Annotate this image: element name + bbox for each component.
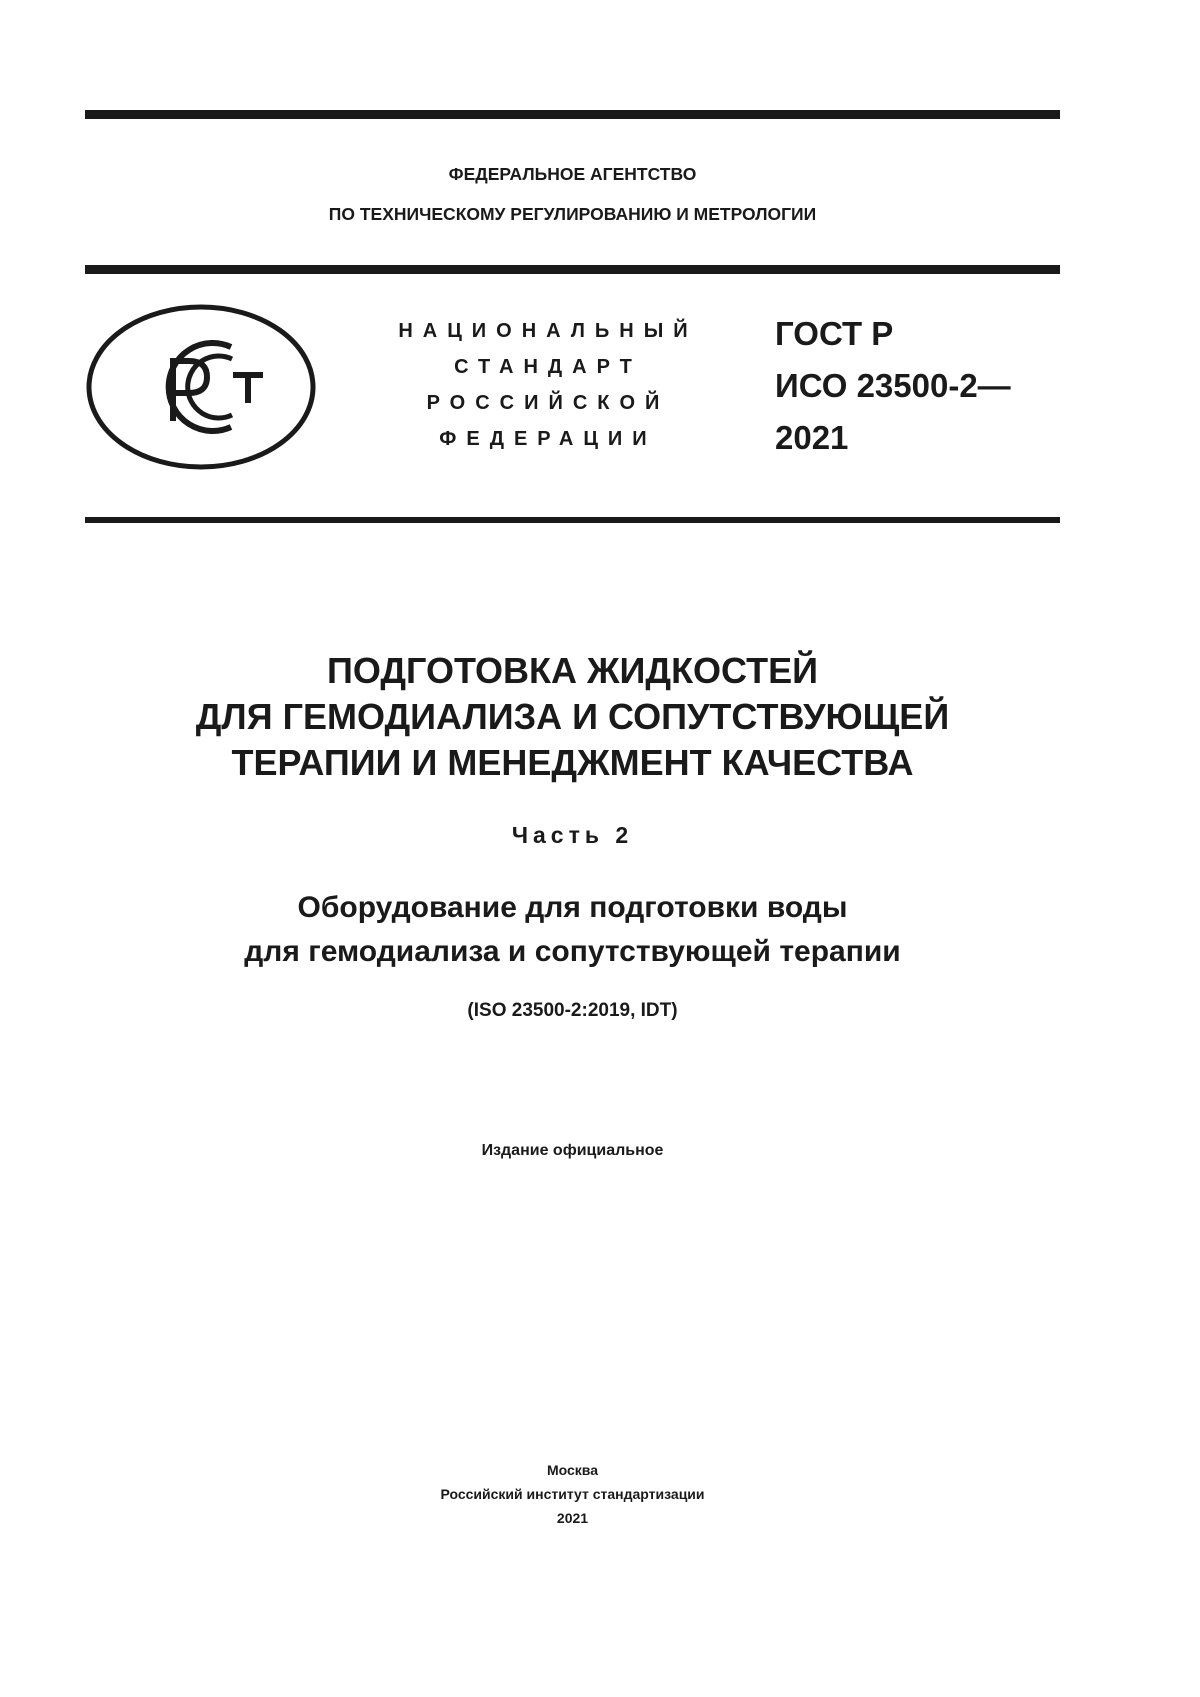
edition-label: Издание официальное [481, 1142, 664, 1159]
designation-line3: 2021 [775, 419, 849, 456]
national-standard-line: СТАНДАРТ [454, 356, 642, 378]
title-line: ПОДГОТОВКА ЖИДКОСТЕЙ [326, 650, 819, 691]
standard-designation [775, 308, 1011, 464]
section-rule [85, 517, 1060, 523]
national-standard-line: ФЕДЕРАЦИИ [439, 428, 657, 450]
document-subtitle [85, 886, 1060, 974]
title-line: ДЛЯ ГЕМОДИАЛИЗА И СОПУТСТВУЮЩЕЙ [195, 696, 950, 737]
agency-name-line1: ФЕДЕРАЛЬНОЕ АГЕНТСТВО [448, 164, 697, 184]
header-rule [85, 265, 1060, 274]
footer-city: Москва [546, 1462, 599, 1478]
document-title [85, 648, 1060, 786]
national-standard-line: РОССИЙСКОЙ [426, 392, 670, 414]
subtitle-line: Оборудование для подготовки воды [297, 891, 848, 924]
designation-line2: ИСО 23500-2— [775, 367, 1011, 404]
footer-year: 2021 [556, 1510, 589, 1526]
iso-reference: (ISO 23500-2:2019, IDT) [467, 1000, 678, 1021]
part-number: Часть 2 [511, 822, 634, 848]
national-standard-line: НАЦИОНАЛЬНЫЙ [398, 320, 698, 342]
subtitle-line: для гемодиализа и сопутствующей терапии [244, 935, 901, 968]
title-line: ТЕРАПИИ И МЕНЕДЖМЕНТ КАЧЕСТВА [231, 742, 914, 783]
top-rule [85, 110, 1060, 119]
national-standard-label [378, 313, 718, 457]
designation-line1: ГОСТ Р [775, 315, 894, 352]
agency-name-line2: ПО ТЕХНИЧЕСКОМУ РЕГУЛИРОВАНИЮ И МЕТРОЛОГИИ [328, 204, 817, 224]
rst-emblem-icon [85, 303, 317, 471]
publisher-footer [85, 1458, 1060, 1530]
footer-publisher: Российский институт стандартизации [440, 1486, 705, 1502]
